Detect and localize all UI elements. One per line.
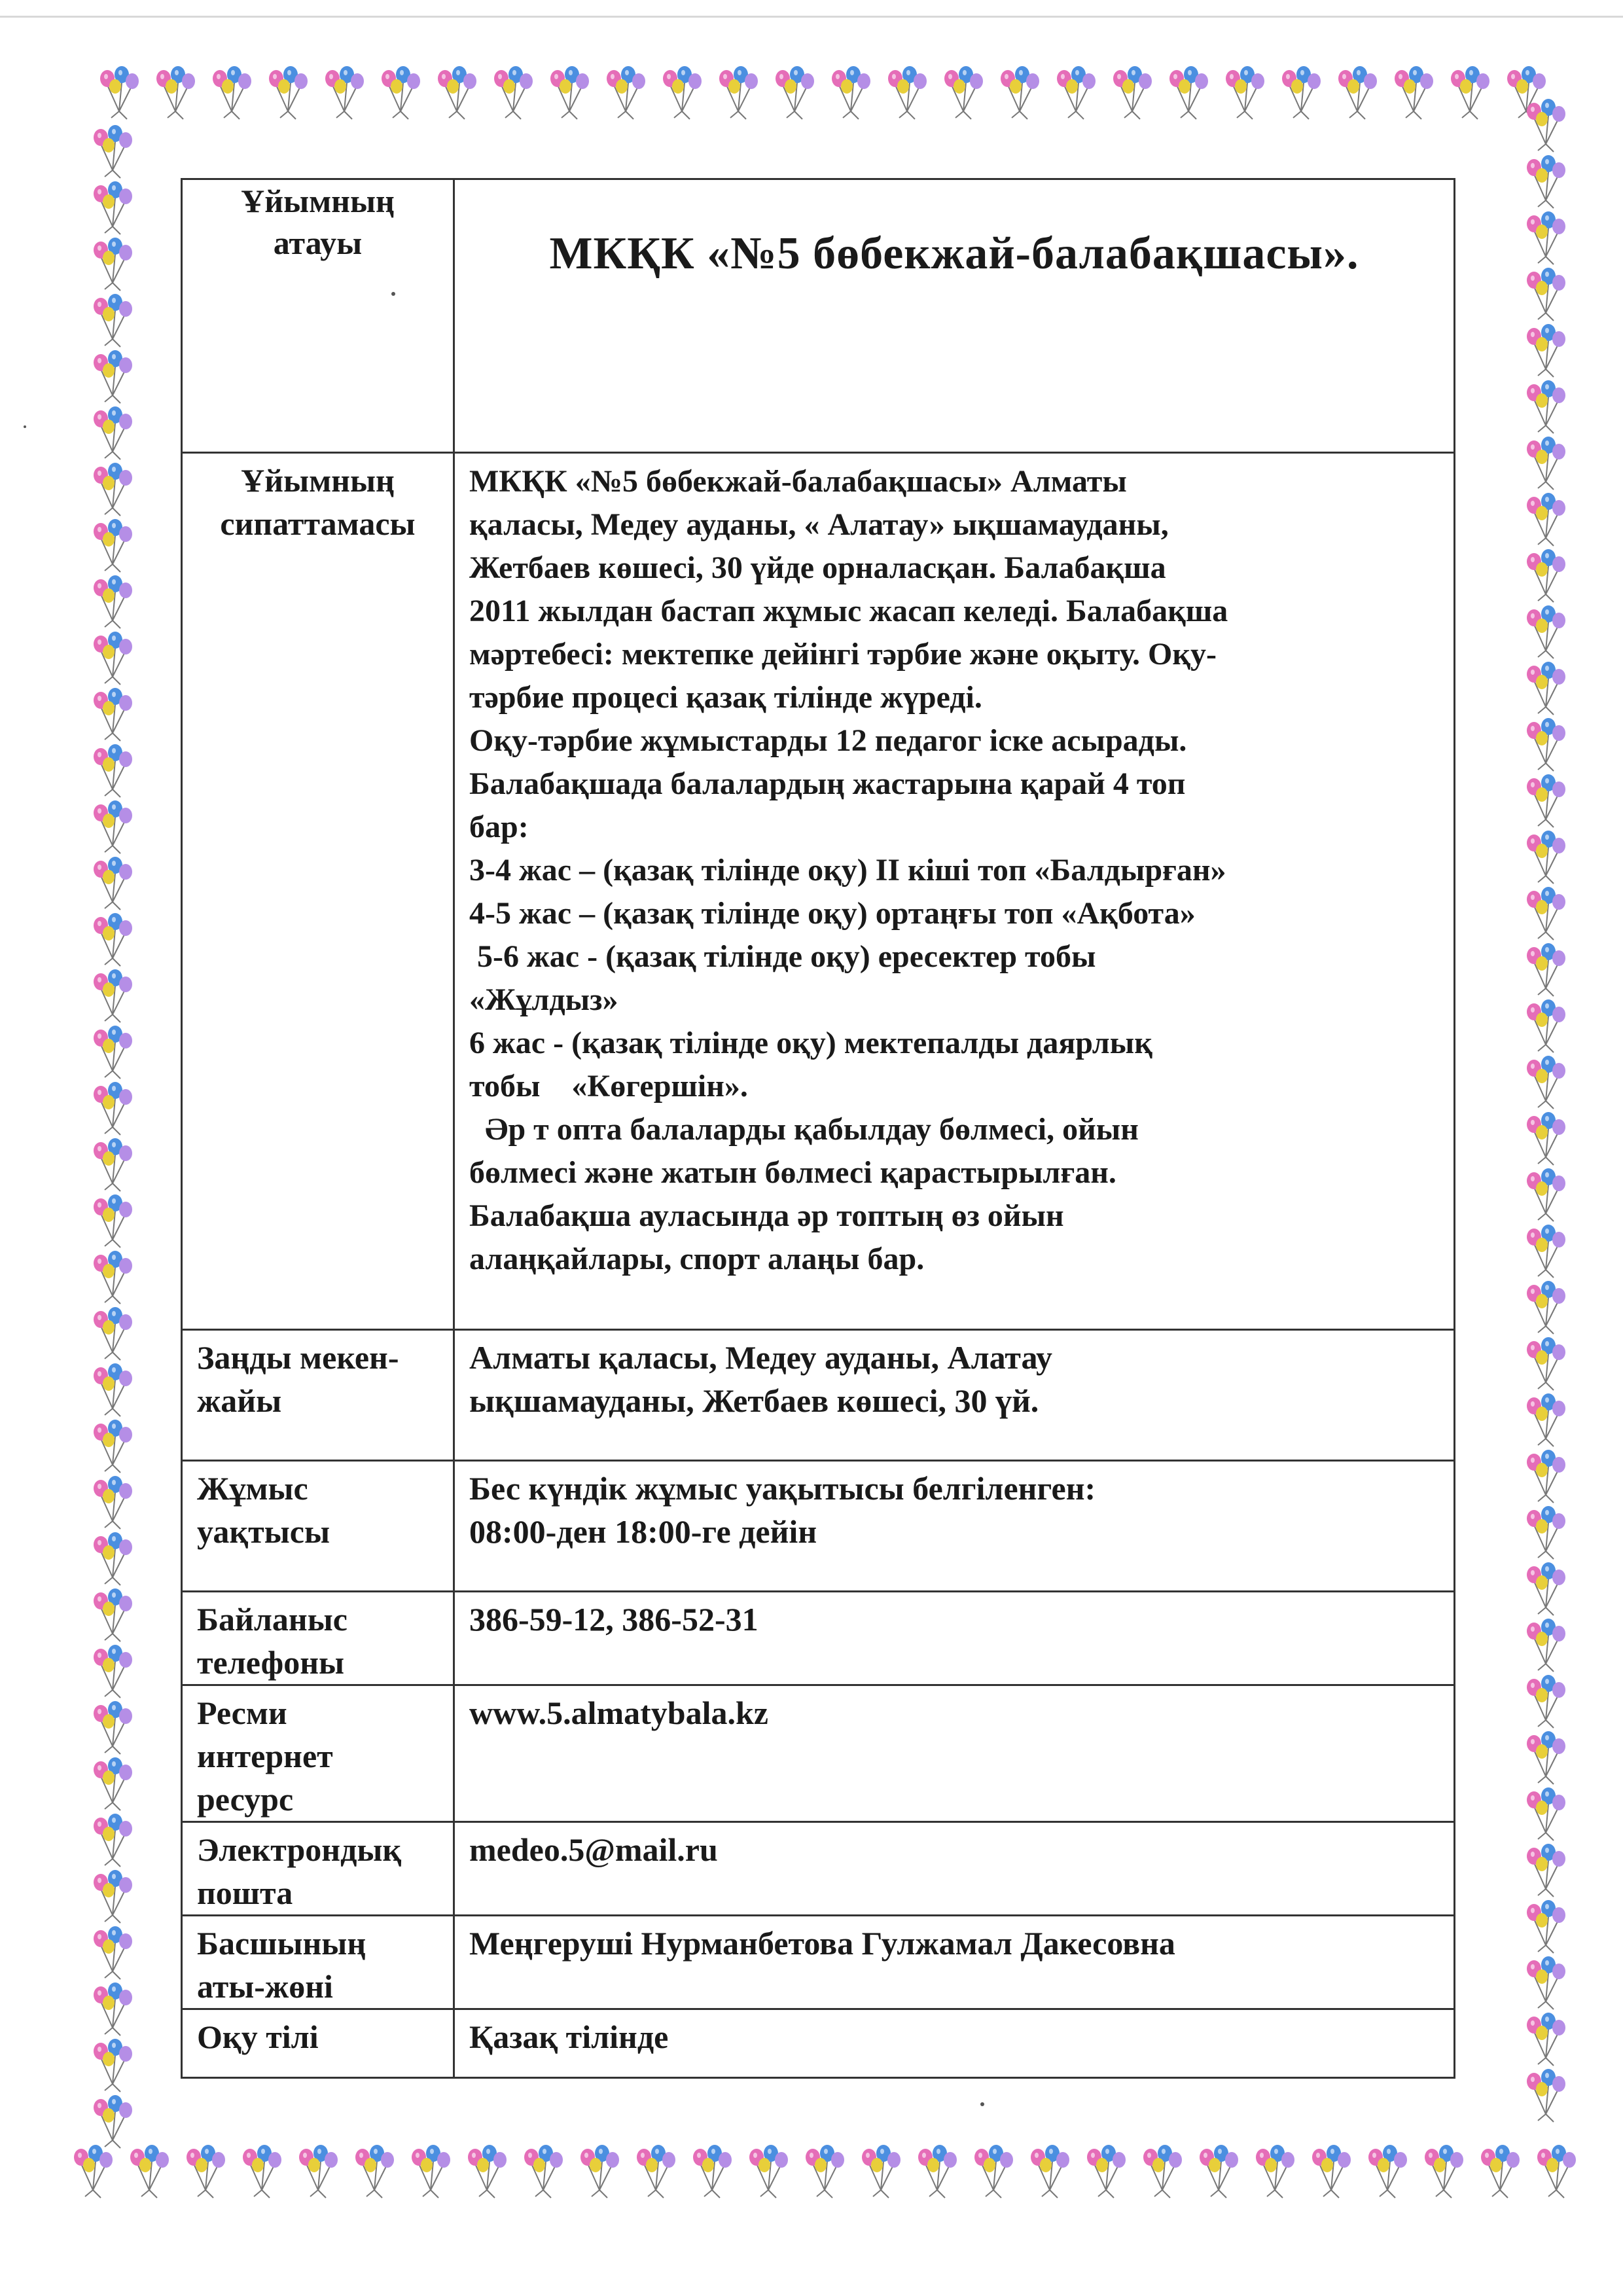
balloon-bunch-icon [1537,2145,1576,2198]
balloon-bunch-icon [94,2039,132,2092]
balloon-bunch-icon [918,2145,957,2198]
balloon-bunch-icon [1057,66,1096,119]
balloon-bunch-icon [94,744,132,797]
balloon-bunch-icon [243,2145,281,2198]
balloon-bunch-icon [1527,999,1565,1052]
balloon-bunch-icon [1527,2013,1565,2066]
description-line: бар: [469,810,529,844]
balloon-bunch-icon [1527,1900,1565,1953]
balloon-bunch-icon [94,406,132,459]
description-line: тәрбие процесі қазақ тілінде жүреді. [469,680,982,715]
description-line: мәртебесі: мектепке дейінгі тәрбие және оқыту. Оқу- [469,637,1217,672]
phones-label-cell [182,1592,454,1685]
balloon-bunch-icon [94,1251,132,1304]
balloon-bunch-icon [1527,1450,1565,1503]
balloon-bunch-icon [213,66,251,119]
balloon-bunch-icon [1226,66,1264,119]
table-row-language [182,2009,1455,2078]
description-line: Балабақшада балалардың жастарына қарай 4 топ [469,766,1186,801]
balloon-bunch-icon [269,66,308,119]
balloon-bunch-icon [94,181,132,234]
balloon-bunch-icon [94,1420,132,1473]
website-label-line: ресурс [197,1781,294,1818]
org-name-title: МКҚК «№5 бөбекжай-балабақшасы». [549,228,1359,279]
balloon-bunch-icon [580,2145,619,2198]
working-hours-value-cell [454,1461,1455,1592]
language-label-cell [182,2009,454,2078]
balloon-bunch-icon [1527,1731,1565,1784]
balloon-bunch-icon [94,125,132,178]
balloon-bunch-icon [438,66,476,119]
balloon-bunch-icon [1527,605,1565,658]
balloon-bunch-icon [94,688,132,741]
description-line: Балабақша ауласында әр топтың өз ойын [469,1198,1064,1233]
balloon-bunch-icon [94,350,132,403]
balloon-bunch-icon [1282,66,1321,119]
balloon-bunch-icon [94,1870,132,1923]
balloon-bunch-icon [663,66,702,119]
balloon-bunch-icon [1527,268,1565,321]
phones-label-line: телефоны [197,1644,345,1681]
balloon-bunch-icon [1527,943,1565,996]
website-value-cell [454,1685,1455,1822]
balloon-bunch-icon [806,2145,844,2198]
balloon-bunch-icon [74,2145,113,2198]
balloon-bunch-icon [94,575,132,628]
balloon-bunch-icon [524,2145,563,2198]
balloon-bunch-icon [1527,1562,1565,1615]
working-hours-label-cell [182,1461,454,1592]
balloon-bunch-icon [637,2145,675,2198]
balloon-bunch-icon [94,969,132,1022]
balloon-bunch-icon [888,66,927,119]
description-line: бөлмесі және жатын бөлмесі қарастырылған. [469,1155,1116,1190]
email-label-line: Электрондық [197,1831,402,1868]
balloon-bunch-icon [94,1532,132,1585]
balloon-bunch-icon [1256,2145,1294,2198]
balloon-bunch-icon [94,1982,132,2036]
table-row-phones [182,1592,1455,1685]
balloon-bunch-icon [1143,2145,1182,2198]
balloon-bunch-icon [1312,2145,1351,2198]
website-label-cell [182,1685,454,1822]
balloon-bunch-icon [94,1757,132,1810]
balloon-bunch-icon [94,800,132,853]
org-name-value-cell [454,179,1455,453]
balloon-bunch-icon [1527,1281,1565,1334]
balloon-bunch-icon [1481,2145,1520,2198]
balloon-bunch-icon [1527,1844,1565,1897]
org-name-label-cell [182,179,454,453]
legal-address-label-line: Заңды мекен- [197,1339,399,1376]
table-row-legal-address [182,1330,1455,1461]
balloon-bunch-icon [299,2145,338,2198]
balloon-bunch-icon [94,1194,132,1247]
balloon-bunch-icon [94,463,132,516]
description-line: тобы «Көгершін». [469,1069,748,1103]
balloon-bunch-icon [1527,437,1565,490]
description-line: Оқу-тәрбие жұмыстарды 12 педагог іске асырады. [469,723,1187,758]
balloon-bunch-icon [94,1363,132,1416]
table-row-working-hours [182,1461,1455,1592]
balloon-bunch-icon [100,66,139,119]
balloon-bunch-icon [94,857,132,910]
legal-address-label-line: жайы [197,1382,282,1419]
org-name-label: Ұйымның атауы [241,183,395,261]
head-value: Меңгеруші Нурманбетова Гулжамал Дакесовна [469,1925,1175,1962]
head-value-cell [454,1916,1455,2009]
balloon-bunch-icon [1527,1956,1565,2009]
balloon-bunch-icon [130,2145,169,2198]
language-value: Қазақ тілінде [469,2018,669,2055]
legal-address-value-cell [454,1330,1455,1461]
email-link[interactable]: medeo.5@mail.ru [469,1831,718,1868]
balloon-bunch-icon [832,66,870,119]
description-line: қаласы, Медеу ауданы, « Алатау» ықшамауданы, [469,507,1169,542]
org-description-label: Ұйымның сипаттамасы [220,462,416,542]
balloon-bunch-icon [94,1138,132,1191]
description-line: «Жұлдыз» [469,982,618,1017]
balloon-bunch-icon [1527,1787,1565,1840]
balloon-bunch-icon [94,1645,132,1698]
balloon-bunch-icon [1527,1393,1565,1446]
balloon-bunch-icon [412,2145,450,2198]
balloon-bunch-icon [156,66,195,119]
email-label-cell [182,1822,454,1916]
description-line: 4-5 жас – (қазақ тілінде оқу) ортаңғы топ «Ақбота» [469,896,1196,931]
head-label-line: аты-жөні [197,1968,333,2005]
balloon-bunch-icon [94,913,132,966]
balloon-bunch-icon [355,2145,394,2198]
head-label-cell [182,1916,454,2009]
balloon-bunch-icon [94,1307,132,1360]
balloon-bunch-icon [1395,66,1433,119]
balloon-bunch-icon [1527,99,1565,152]
website-label-line: Ресми [197,1695,287,1731]
balloon-bunch-icon [1527,549,1565,602]
balloon-bunch-icon [94,238,132,291]
balloon-bunch-icon [944,66,983,119]
table-row-head [182,1916,1455,2009]
balloon-bunch-icon [94,1026,132,1079]
description-line: алаңқайлары, спорт алаңы бар. [469,1242,925,1276]
description-line: Әр т опта балаларды қабылдау бөлмесі, ойын [469,1112,1139,1147]
balloon-bunch-icon [1425,2145,1463,2198]
balloon-bunch-icon [94,1926,132,1979]
legal-address-line: Алматы қаласы, Медеу ауданы, Алатау [469,1339,1052,1376]
phones-label-line: Байланыс [197,1601,348,1638]
balloon-bunch-icon [1527,1112,1565,1165]
balloon-bunch-icon [494,66,533,119]
balloon-bunch-icon [749,2145,788,2198]
table-row-email [182,1822,1455,1916]
balloon-bunch-icon [862,2145,901,2198]
description-line: 2011 жылдан бастап жұмыс жасап келеді. Балабақша [469,594,1228,628]
working-hours-line: 08:00-ден 18:00-ге дейін [469,1513,817,1550]
balloon-bunch-icon [94,1701,132,1754]
website-label-line: интернет [197,1738,333,1774]
balloon-bunch-icon [1527,2069,1565,2122]
balloon-bunch-icon [550,66,589,119]
balloon-bunch-icon [1527,1675,1565,1728]
balloon-bunch-icon [607,66,645,119]
description-line: МКҚК «№5 бөбекжай-балабақшасы» Алматы [469,464,1127,499]
balloon-bunch-icon [94,294,132,347]
balloon-bunch-icon [382,66,420,119]
language-label: Оқу тілі [197,2018,319,2055]
balloon-bunch-icon [1527,155,1565,208]
balloon-bunch-icon [94,1082,132,1135]
org-description-label-cell [182,453,454,1330]
balloon-bunch-icon [1527,1225,1565,1278]
organization-info-table [181,178,1455,2079]
balloon-bunch-icon [1087,2145,1126,2198]
balloon-bunch-icon [94,1814,132,1867]
balloon-bunch-icon [468,2145,507,2198]
table-row-org-description [182,453,1455,1330]
description-line: 3-4 жас – (қазақ тілінде оқу) II кіші топ «Балдырған» [469,853,1226,888]
description-line: 5-6 жас - (қазақ тілінде оқу) ересектер тобы [469,939,1096,974]
balloon-bunch-icon [1527,1506,1565,1559]
balloon-bunch-icon [1200,2145,1238,2198]
balloon-bunch-icon [1527,887,1565,940]
phones-value-cell [454,1592,1455,1685]
phones-value: 386-59-12, 386-52-31 [469,1601,758,1638]
balloon-bunch-icon [693,2145,732,2198]
balloon-bunch-icon [1338,66,1377,119]
table-row-website [182,1685,1455,1822]
scan-speck [391,292,395,296]
balloon-bunch-icon [94,632,132,685]
balloon-bunch-icon [1527,380,1565,433]
balloon-bunch-icon [1527,662,1565,715]
legal-address-label-cell [182,1330,454,1461]
balloon-bunch-icon [94,519,132,572]
balloon-bunch-icon [187,2145,225,2198]
balloon-bunch-icon [776,66,814,119]
scan-speck [980,2102,984,2106]
balloon-bunch-icon [1527,1168,1565,1221]
description-line: 6 жас - (қазақ тілінде оқу) мектепалды даярлық [469,1026,1152,1060]
balloon-bunch-icon [1527,1056,1565,1109]
balloon-bunch-icon [1527,831,1565,884]
balloon-bunch-icon [1169,66,1208,119]
org-description-value-cell [454,453,1455,1330]
table-row-org-name [182,179,1455,453]
balloon-bunch-icon [325,66,364,119]
balloon-bunch-icon [1031,2145,1069,2198]
website-link[interactable]: www.5.almatybala.kz [469,1695,768,1731]
balloon-bunch-icon [1113,66,1152,119]
balloon-bunch-icon [1527,324,1565,377]
balloon-bunch-icon [94,1588,132,1641]
balloon-bunch-icon [94,2095,132,2148]
balloon-bunch-icon [1527,493,1565,546]
head-label-line: Басшының [197,1925,366,1962]
email-label-line: пошта [197,1874,293,1911]
description-line: Жетбаев көшесі, 30 үйде орналасқан. Балабақша [469,550,1166,585]
legal-address-line: ықшамауданы, Жетбаев көшесі, 30 үй. [469,1382,1039,1419]
email-value-cell [454,1822,1455,1916]
language-value-cell [454,2009,1455,2078]
balloon-bunch-icon [1527,1337,1565,1390]
balloon-bunch-icon [1527,211,1565,264]
balloon-bunch-icon [1527,774,1565,827]
working-hours-label-line: уақтысы [197,1513,330,1550]
balloon-bunch-icon [1451,66,1489,119]
balloon-bunch-icon [1368,2145,1407,2198]
balloon-bunch-icon [1527,718,1565,771]
scan-speck [24,425,26,428]
balloon-bunch-icon [94,1476,132,1529]
working-hours-line: Бес күндік жұмыс уақытысы белгіленген: [469,1470,1096,1507]
balloon-bunch-icon [1001,66,1039,119]
balloon-bunch-icon [719,66,758,119]
working-hours-label-line: Жұмыс [197,1470,308,1507]
balloon-bunch-icon [974,2145,1013,2198]
balloon-bunch-icon [1527,1619,1565,1672]
